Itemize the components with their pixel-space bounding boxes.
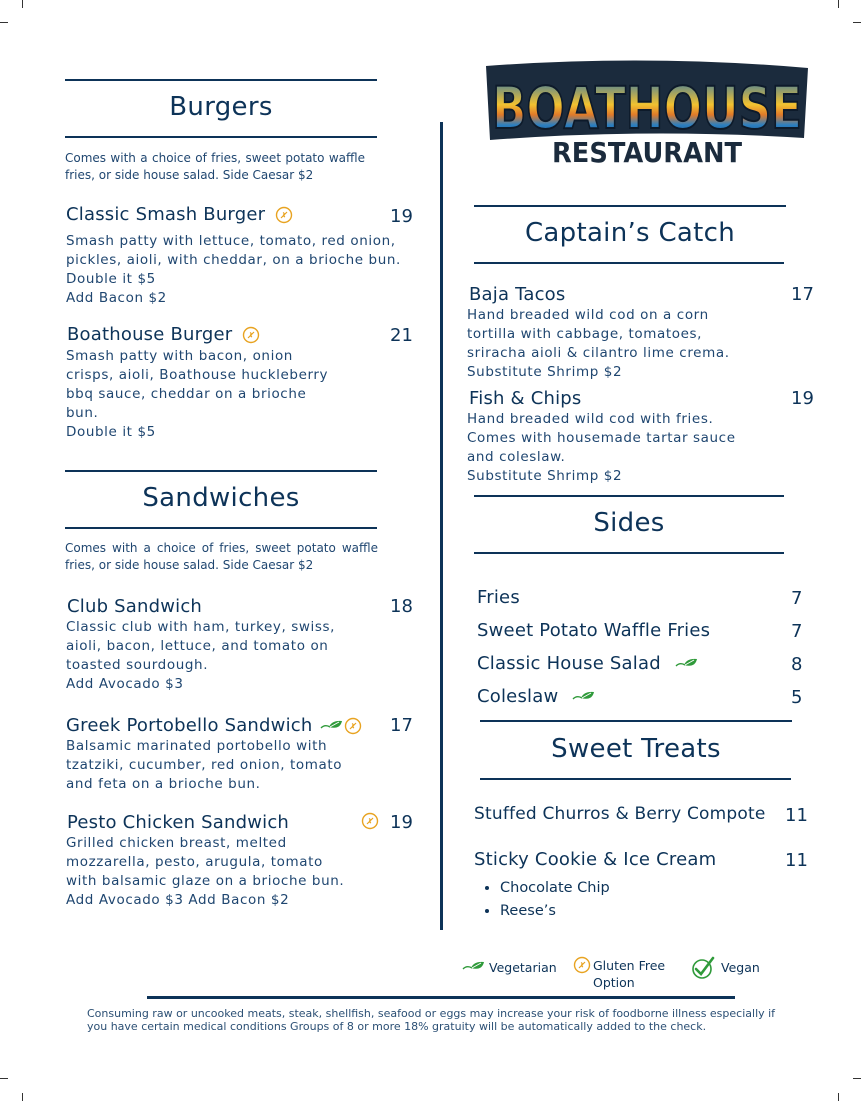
footer-rule (147, 996, 735, 999)
treats-title: Sweet Treats (551, 734, 721, 764)
price: 11 (785, 850, 808, 871)
item-description: Smash patty with lettuce, tomato, red onion, pickles, aioli, with cheddar, on a brioche bun. Double it $5 Add Bacon $2 (66, 233, 401, 306)
burgers-title: Burgers (169, 92, 273, 122)
gluten-free-icon (573, 956, 591, 974)
price: 8 (791, 654, 803, 675)
item-description: Balsamic marinated portobello with tzatziki, cucumber, red onion, tomato and feta on a brioche bun. (66, 738, 343, 792)
menu-item-sweet-potato-waffle-fries: Sweet Potato Waffle Fries (477, 620, 711, 641)
item-description: Hand breaded wild cod on a corn tortilla with cabbage, tomatoes, sriracha aioli & cilantro lime crema. Substitute Shrimp $2 (467, 307, 730, 380)
crop-mark (838, 0, 839, 8)
treats-top-rule (480, 720, 792, 722)
vegetarian-icon (572, 690, 596, 704)
crop-mark (0, 22, 8, 23)
catch-top-rule (474, 205, 786, 207)
burgers-top-rule (65, 79, 377, 81)
svg-text:BOATHOUSE: BOATHOUSE (492, 74, 802, 142)
cookie-options (478, 880, 610, 926)
menu-item-fries: Fries (477, 587, 520, 608)
catch-bottom-rule (474, 262, 784, 264)
price: 19 (390, 812, 413, 833)
menu-item-greek-portobello-sandwich: Greek Portobello Sandwich (66, 715, 362, 736)
legend-vegan: Vegan (721, 960, 760, 975)
item-description: Smash patty with bacon, onion crisps, aioli, Boathouse huckleberry bbq sauce, cheddar on a brioche bun. Double it $5 (66, 348, 329, 440)
catch-title: Captain’s Catch (524, 218, 736, 248)
logo-graphic (482, 58, 812, 168)
treats-bottom-rule (480, 778, 791, 780)
menu-item-sticky-cookie: Sticky Cookie & Ice Cream (474, 849, 717, 870)
price: 19 (791, 388, 814, 409)
vegetarian-icon (675, 657, 699, 671)
menu-item-fish-and-chips: Fish & Chips (469, 388, 582, 409)
menu-item-boathouse-burger: Boathouse Burger (67, 324, 260, 345)
price: 21 (390, 325, 413, 346)
gluten-free-icon (344, 717, 362, 735)
item-description: Classic club with ham, turkey, swiss, aioli, bacon, lettuce, and tomato on toasted sourdough. Add Avocado $3 (66, 619, 336, 692)
sides-title: Sides (593, 508, 665, 538)
price: 17 (390, 715, 413, 736)
gluten-free-icon (361, 812, 379, 830)
menu-item-pesto-chicken-sandwich: Pesto Chicken Sandwich (67, 812, 290, 833)
item-description: Grilled chicken breast, melted mozzarella, pesto, arugula, tomato with balsamic glaze on a brioche bun. Add Avocado $3 Add Bacon $2 (66, 835, 345, 908)
menu-item-coleslaw: Coleslaw (477, 686, 596, 707)
gluten-free-icon (242, 326, 260, 344)
price: 19 (390, 206, 413, 227)
sides-bottom-rule (474, 552, 784, 554)
legend-gluten-free: Gluten Free Option (593, 958, 666, 990)
menu-item-stuffed-churros: Stuffed Churros & Berry Compote (474, 804, 766, 824)
crop-mark (22, 1093, 23, 1101)
boathouse-logo (482, 58, 812, 168)
column-divider (440, 122, 443, 930)
sandwiches-note: Comes with a choice of fries, sweet potato waffle fries, or side house salad. Side Caesar $2 (65, 541, 378, 572)
list-item: • Chocolate Chip (500, 880, 610, 896)
sandwiches-top-rule (65, 470, 377, 472)
price: 7 (791, 621, 803, 642)
price: 18 (390, 596, 413, 617)
sandwiches-title: Sandwiches (142, 483, 300, 513)
sides-top-rule (474, 495, 784, 497)
vegetarian-icon (461, 960, 487, 974)
menu-item-baja-tacos: Baja Tacos (469, 284, 566, 305)
gluten-free-icon (275, 206, 293, 224)
burgers-bottom-rule (65, 136, 377, 138)
legend-vegetarian: Vegetarian (489, 960, 557, 975)
crop-mark (853, 1078, 861, 1079)
burgers-note: Comes with a choice of fries, sweet potato waffle fries, or side house salad. Side Caesar $2 (65, 151, 365, 182)
crop-mark (853, 22, 861, 23)
vegetarian-icon (320, 719, 344, 733)
sandwiches-bottom-rule (65, 527, 377, 529)
item-description: Hand breaded wild cod with fries. Comes with housemade tartar sauce and coleslaw. Substitute Shrimp $2 (467, 411, 736, 484)
crop-mark (838, 1093, 839, 1101)
menu-item-classic-house-salad: Classic House Salad (477, 653, 699, 674)
vegan-icon (690, 956, 716, 980)
list-item: • Reese’s (500, 903, 610, 919)
price: 11 (785, 805, 808, 826)
svg-text:RESTAURANT: RESTAURANT (552, 136, 742, 169)
menu-item-classic-smash-burger: Classic Smash Burger (66, 204, 293, 225)
crop-mark (22, 0, 23, 8)
price: 7 (791, 588, 803, 609)
menu-item-club-sandwich: Club Sandwich (67, 596, 203, 617)
crop-mark (0, 1078, 8, 1079)
price: 17 (791, 284, 814, 305)
price: 5 (791, 687, 803, 708)
footer-disclaimer: Consuming raw or uncooked meats, steak, shellfish, seafood or eggs may increase your risk of foodborne illness especially if you have certain medical conditions Groups of 8 or more 18% gratuity will be automatically added to the check. (87, 1007, 776, 1033)
